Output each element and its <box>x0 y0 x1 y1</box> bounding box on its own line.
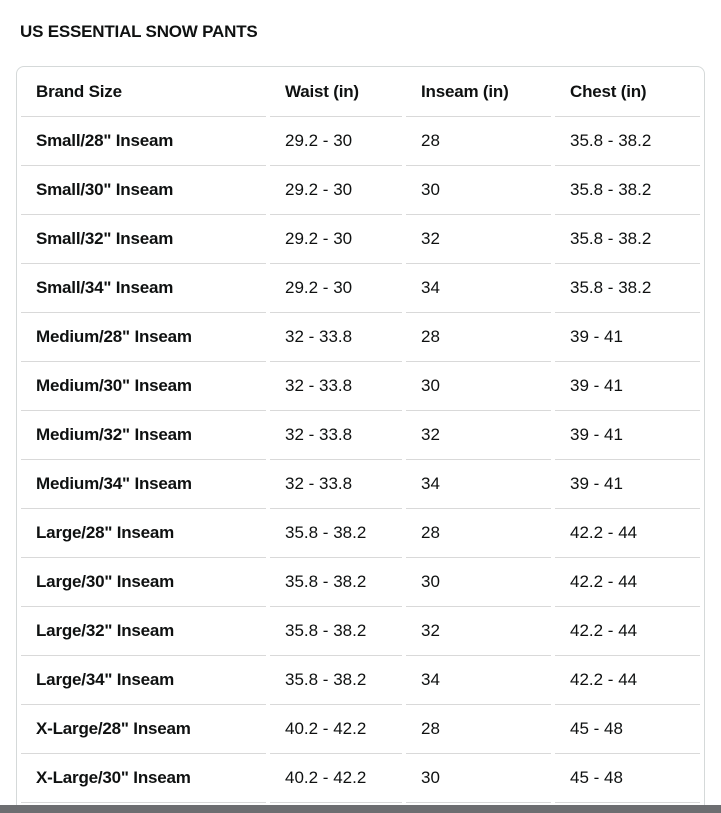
row-label: Medium/32" Inseam <box>21 411 266 460</box>
row-label: Small/34" Inseam <box>21 264 266 313</box>
cell-inseam: 32 <box>406 411 551 460</box>
column-header-inseam: Inseam (in) <box>406 67 551 117</box>
cell-waist: 29.2 - 30 <box>270 166 402 215</box>
cell-chest: 42.2 - 44 <box>555 509 700 558</box>
table-row <box>21 411 700 460</box>
row-label: Large/28" Inseam <box>21 509 266 558</box>
table-row <box>21 166 700 215</box>
cell-waist: 35.8 - 38.2 <box>270 509 402 558</box>
size-chart-table <box>17 67 704 803</box>
cell-chest: 39 - 41 <box>555 411 700 460</box>
cell-chest: 35.8 - 38.2 <box>555 264 700 313</box>
cell-waist: 40.2 - 42.2 <box>270 705 402 754</box>
table-row <box>21 607 700 656</box>
cell-waist: 32 - 33.8 <box>270 313 402 362</box>
size-chart-card <box>16 66 705 813</box>
row-label: Medium/28" Inseam <box>21 313 266 362</box>
column-header-waist: Waist (in) <box>270 67 402 117</box>
row-label: Small/28" Inseam <box>21 117 266 166</box>
cell-chest: 42.2 - 44 <box>555 656 700 705</box>
table-row <box>21 215 700 264</box>
cell-waist: 35.8 - 38.2 <box>270 656 402 705</box>
table-row <box>21 362 700 411</box>
row-label: Large/30" Inseam <box>21 558 266 607</box>
column-header-brand-size: Brand Size <box>21 67 266 117</box>
row-label: X-Large/30" Inseam <box>21 754 266 803</box>
table-row <box>21 705 700 754</box>
cell-inseam: 30 <box>406 166 551 215</box>
cell-chest: 35.8 - 38.2 <box>555 117 700 166</box>
cell-waist: 32 - 33.8 <box>270 411 402 460</box>
table-row <box>21 509 700 558</box>
page-title: US ESSENTIAL SNOW PANTS <box>20 22 258 41</box>
cell-chest: 35.8 - 38.2 <box>555 215 700 264</box>
cell-inseam: 28 <box>406 313 551 362</box>
row-label: Small/30" Inseam <box>21 166 266 215</box>
row-label: Large/34" Inseam <box>21 656 266 705</box>
cell-waist: 35.8 - 38.2 <box>270 558 402 607</box>
cell-chest: 45 - 48 <box>555 754 700 803</box>
cell-chest: 39 - 41 <box>555 460 700 509</box>
size-table-body <box>21 117 700 803</box>
cell-inseam: 28 <box>406 705 551 754</box>
cell-inseam: 28 <box>406 509 551 558</box>
cell-inseam: 32 <box>406 607 551 656</box>
table-row <box>21 313 700 362</box>
table-row <box>21 656 700 705</box>
cell-inseam: 30 <box>406 558 551 607</box>
cell-waist: 29.2 - 30 <box>270 117 402 166</box>
cell-inseam: 32 <box>406 215 551 264</box>
row-label: X-Large/28" Inseam <box>21 705 266 754</box>
row-label: Small/32" Inseam <box>21 215 266 264</box>
cell-inseam: 34 <box>406 656 551 705</box>
cell-chest: 45 - 48 <box>555 705 700 754</box>
cell-chest: 39 - 41 <box>555 362 700 411</box>
cell-waist: 35.8 - 38.2 <box>270 607 402 656</box>
cell-waist: 32 - 33.8 <box>270 362 402 411</box>
cell-inseam: 34 <box>406 460 551 509</box>
table-row <box>21 117 700 166</box>
cell-waist: 29.2 - 30 <box>270 215 402 264</box>
column-header-chest: Chest (in) <box>555 67 700 117</box>
cell-waist: 32 - 33.8 <box>270 460 402 509</box>
table-row <box>21 754 700 803</box>
cell-chest: 39 - 41 <box>555 313 700 362</box>
table-row <box>21 558 700 607</box>
horizontal-scrollbar <box>0 805 721 813</box>
cell-chest: 42.2 - 44 <box>555 558 700 607</box>
cell-waist: 40.2 - 42.2 <box>270 754 402 803</box>
horizontal-scrollbar-thumb[interactable] <box>0 805 721 813</box>
table-row <box>21 264 700 313</box>
cell-inseam: 30 <box>406 362 551 411</box>
cell-waist: 29.2 - 30 <box>270 264 402 313</box>
row-label: Large/32" Inseam <box>21 607 266 656</box>
cell-inseam: 34 <box>406 264 551 313</box>
table-row <box>21 460 700 509</box>
header-row <box>21 67 700 117</box>
cell-inseam: 28 <box>406 117 551 166</box>
cell-inseam: 30 <box>406 754 551 803</box>
cell-chest: 42.2 - 44 <box>555 607 700 656</box>
cell-chest: 35.8 - 38.2 <box>555 166 700 215</box>
row-label: Medium/34" Inseam <box>21 460 266 509</box>
row-label: Medium/30" Inseam <box>21 362 266 411</box>
